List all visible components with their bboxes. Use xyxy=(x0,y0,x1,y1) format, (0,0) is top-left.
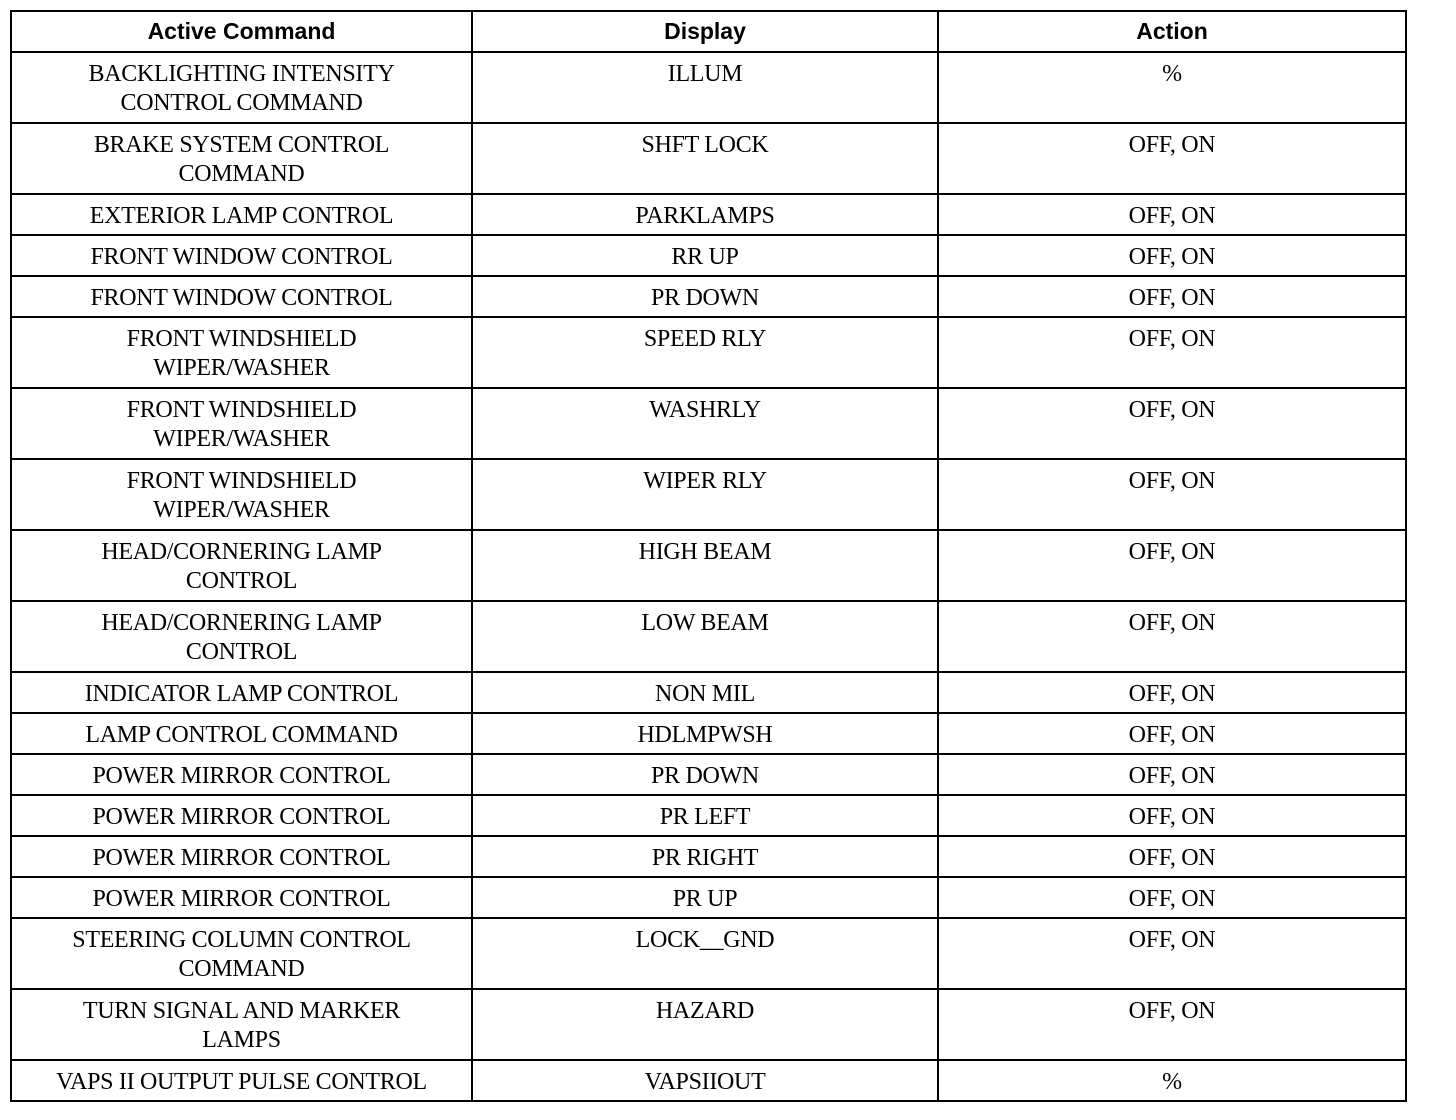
table-row xyxy=(11,877,1406,918)
cell-command: POWER MIRROR CONTROL xyxy=(11,795,472,836)
cell-action: OFF, ON xyxy=(938,672,1406,713)
cell-display: LOCK__GND xyxy=(472,918,938,989)
cell-action: OFF, ON xyxy=(938,123,1406,194)
cell-action: OFF, ON xyxy=(938,795,1406,836)
cell-display: ILLUM xyxy=(472,52,938,123)
cell-command: POWER MIRROR CONTROL xyxy=(11,877,472,918)
table-row xyxy=(11,1060,1406,1101)
cell-action: OFF, ON xyxy=(938,601,1406,672)
table-row xyxy=(11,713,1406,754)
cell-display: NON MIL xyxy=(472,672,938,713)
table-row xyxy=(11,795,1406,836)
cell-display: PR UP xyxy=(472,877,938,918)
cell-command: STEERING COLUMN CONTROL COMMAND xyxy=(11,918,472,989)
cell-display: PR LEFT xyxy=(472,795,938,836)
cell-command: FRONT WINDSHIELD WIPER/WASHER xyxy=(11,388,472,459)
table-row xyxy=(11,123,1406,194)
header-display: Display xyxy=(472,11,938,52)
cell-action: % xyxy=(938,52,1406,123)
table-row xyxy=(11,918,1406,989)
cell-command: BRAKE SYSTEM CONTROL COMMAND xyxy=(11,123,472,194)
command-table xyxy=(10,10,1407,1102)
cell-command: FRONT WINDSHIELD WIPER/WASHER xyxy=(11,459,472,530)
cell-action: OFF, ON xyxy=(938,877,1406,918)
header-action: Action xyxy=(938,11,1406,52)
cell-action: OFF, ON xyxy=(938,235,1406,276)
table-row xyxy=(11,194,1406,235)
table-row xyxy=(11,672,1406,713)
cell-display: HAZARD xyxy=(472,989,938,1060)
table-row xyxy=(11,388,1406,459)
table-row xyxy=(11,836,1406,877)
cell-command: BACKLIGHTING INTENSITY CONTROL COMMAND xyxy=(11,52,472,123)
cell-display: SPEED RLY xyxy=(472,317,938,388)
cell-command: EXTERIOR LAMP CONTROL xyxy=(11,194,472,235)
cell-action: OFF, ON xyxy=(938,317,1406,388)
cell-command: HEAD/CORNERING LAMP CONTROL xyxy=(11,601,472,672)
table-row xyxy=(11,235,1406,276)
cell-command: FRONT WINDSHIELD WIPER/WASHER xyxy=(11,317,472,388)
cell-action: OFF, ON xyxy=(938,194,1406,235)
cell-display: PR RIGHT xyxy=(472,836,938,877)
table-row xyxy=(11,989,1406,1060)
cell-display: PR DOWN xyxy=(472,754,938,795)
cell-display: LOW BEAM xyxy=(472,601,938,672)
cell-command: POWER MIRROR CONTROL xyxy=(11,754,472,795)
cell-action: OFF, ON xyxy=(938,754,1406,795)
cell-display: VAPSIIOUT xyxy=(472,1060,938,1101)
cell-command: INDICATOR LAMP CONTROL xyxy=(11,672,472,713)
cell-command: FRONT WINDOW CONTROL xyxy=(11,235,472,276)
cell-display: HDLMPWSH xyxy=(472,713,938,754)
cell-display: PR DOWN xyxy=(472,276,938,317)
cell-action: OFF, ON xyxy=(938,836,1406,877)
table-row xyxy=(11,530,1406,601)
cell-display: SHFT LOCK xyxy=(472,123,938,194)
table-row xyxy=(11,754,1406,795)
cell-action: % xyxy=(938,1060,1406,1101)
table-row xyxy=(11,52,1406,123)
table-row xyxy=(11,317,1406,388)
table-row xyxy=(11,601,1406,672)
header-row xyxy=(11,11,1406,52)
cell-display: PARKLAMPS xyxy=(472,194,938,235)
table-row xyxy=(11,276,1406,317)
cell-display: WIPER RLY xyxy=(472,459,938,530)
cell-command: HEAD/CORNERING LAMP CONTROL xyxy=(11,530,472,601)
cell-command: LAMP CONTROL COMMAND xyxy=(11,713,472,754)
cell-action: OFF, ON xyxy=(938,276,1406,317)
cell-action: OFF, ON xyxy=(938,530,1406,601)
header-active-command: Active Command xyxy=(11,11,472,52)
cell-command: TURN SIGNAL AND MARKER LAMPS xyxy=(11,989,472,1060)
cell-command: POWER MIRROR CONTROL xyxy=(11,836,472,877)
cell-display: RR UP xyxy=(472,235,938,276)
cell-action: OFF, ON xyxy=(938,459,1406,530)
cell-action: OFF, ON xyxy=(938,388,1406,459)
cell-action: OFF, ON xyxy=(938,918,1406,989)
cell-display: WASHRLY xyxy=(472,388,938,459)
cell-command: FRONT WINDOW CONTROL xyxy=(11,276,472,317)
cell-action: OFF, ON xyxy=(938,989,1406,1060)
table-row xyxy=(11,459,1406,530)
cell-command: VAPS II OUTPUT PULSE CONTROL xyxy=(11,1060,472,1101)
cell-display: HIGH BEAM xyxy=(472,530,938,601)
cell-action: OFF, ON xyxy=(938,713,1406,754)
